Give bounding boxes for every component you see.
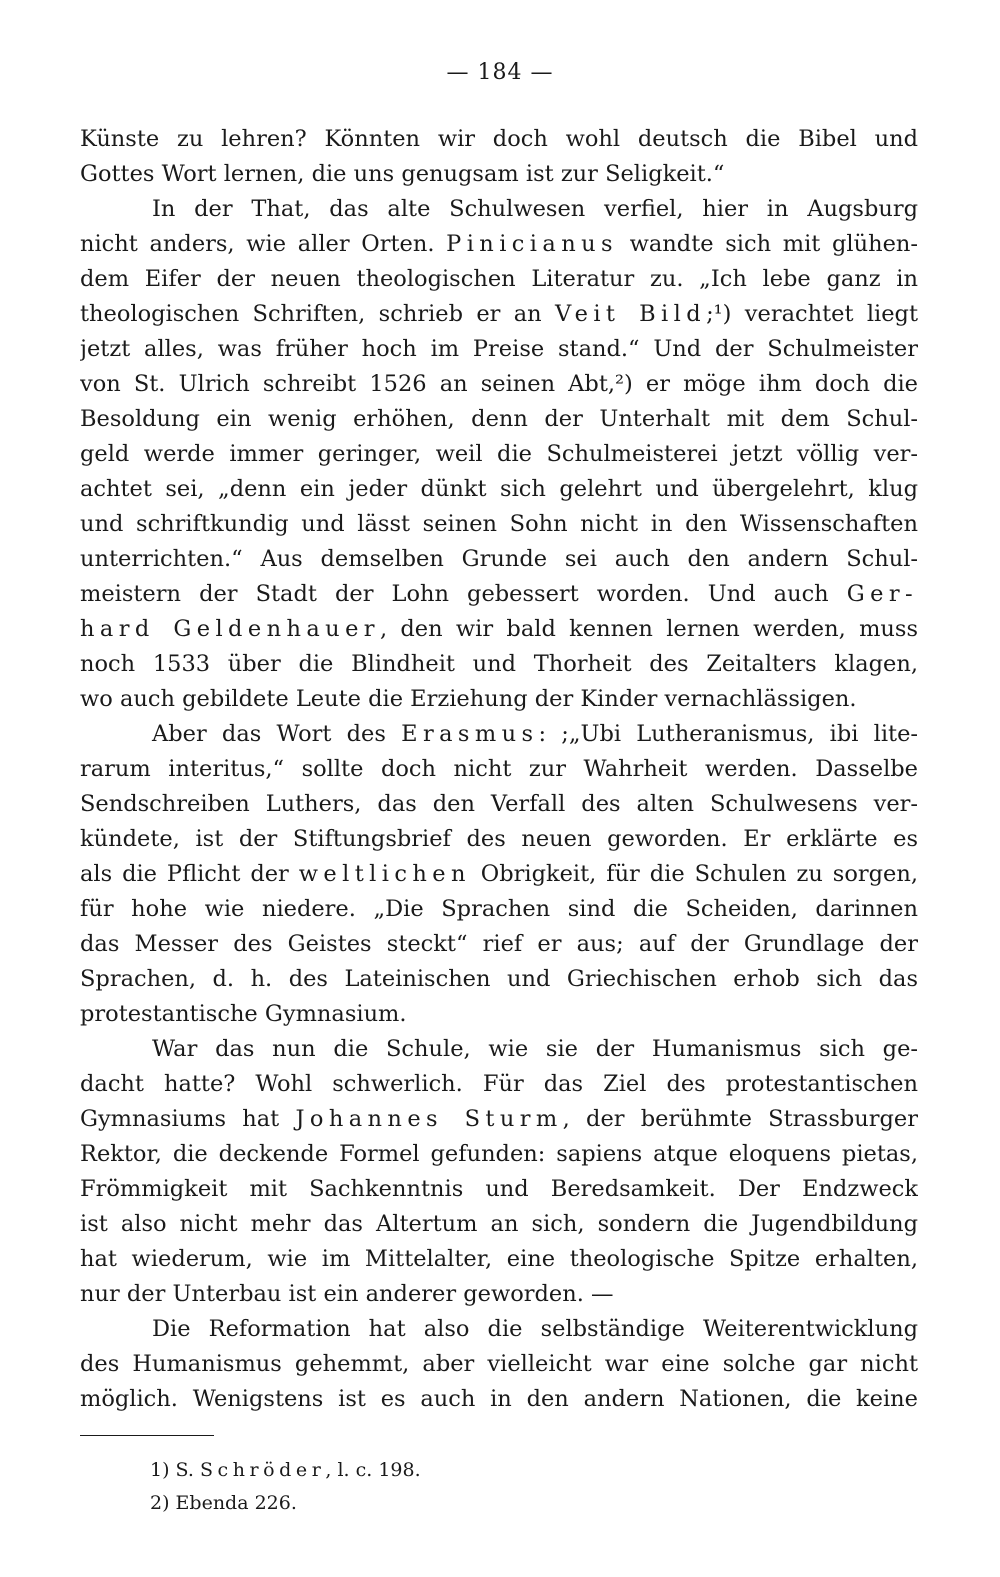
text-run: , l. c. 198. <box>325 1459 421 1481</box>
footnotes <box>150 1454 421 1520</box>
text-line <box>80 647 918 682</box>
text-run: meistern der Stadt der Lohn gebessert worden. Und auch <box>80 581 847 607</box>
text-line <box>80 297 918 332</box>
text-run: geld werde immer geringer, weil die Schulmeisterei jetzt völlig ver- <box>80 441 918 467</box>
text-line <box>80 682 918 717</box>
text-line <box>80 192 918 227</box>
text-run: nicht anders, wie aller Orten. <box>80 231 447 257</box>
text-run: dem Eifer der neuen theologischen Literatur zu. „Ich lebe ganz in <box>80 266 918 292</box>
text-run: Gottes Wort lernen, die uns genugsam ist zur Seligkeit.“ <box>80 161 725 187</box>
footnote-rule <box>80 1435 214 1436</box>
body-text <box>80 122 918 1417</box>
text-run: kündete, ist der Stiftungsbrief des neuen geworden. Er erklärte es <box>80 826 918 852</box>
text-line <box>80 402 918 437</box>
text-line <box>80 437 918 472</box>
text-run: möglich. Wenigstens ist es auch in den andern Nationen, die keine <box>80 1386 918 1412</box>
text-line <box>80 962 918 997</box>
text-line <box>80 1312 918 1347</box>
text-run: Sendschreiben Luthers, das den Verfall des alten Schulwesens ver- <box>80 791 918 817</box>
text-line <box>80 1277 918 1312</box>
text-run: , den wir bald kennen lernen werden, muss <box>379 616 918 642</box>
text-run: und schriftkundig und lässt seinen Sohn nicht in den Wissenschaften <box>80 511 918 537</box>
text-run: Die Reformation hat also die selbständige Weiterentwicklung <box>152 1316 918 1342</box>
footnote <box>150 1487 421 1520</box>
text-run: rarum interitus,“ sollte doch nicht zur Wahrheit werden. Dasselbe <box>80 756 918 782</box>
text-run: 1) S. <box>150 1459 200 1481</box>
text-line <box>80 542 918 577</box>
spaced-name: hard Geldenhauer <box>80 616 380 642</box>
text-line <box>80 822 918 857</box>
text-run: dacht hatte? Wohl schwerlich. Für das Ziel des protestantischen <box>80 1071 918 1097</box>
text-run: das Messer des Geistes steckt“ rief er aus; auf der Grundlage der <box>80 931 918 957</box>
text-line <box>80 1207 918 1242</box>
text-line <box>80 507 918 542</box>
text-run: Besoldung ein wenig erhöhen, denn der Unterhalt mit dem Schul- <box>80 406 918 432</box>
spaced-name: Veit Bild <box>555 301 707 327</box>
text-line <box>80 122 918 157</box>
text-run: Künste zu lehren? Könnten wir doch wohl deutsch die Bibel und <box>80 126 918 152</box>
text-line <box>80 612 918 647</box>
text-run: hat wiederum, wie im Mittelalter, eine theologische Spitze erhalten, <box>80 1246 918 1272</box>
text-run: protestantische Gymnasium. <box>80 1001 407 1027</box>
text-line <box>80 472 918 507</box>
text-run: als die Pflicht der <box>80 861 299 887</box>
text-line <box>80 892 918 927</box>
text-run: für hohe wie niedere. „Die Sprachen sind die Scheiden, darinnen <box>80 896 918 922</box>
text-run: theologischen Schriften, schrieb er an <box>80 301 556 327</box>
footnote <box>150 1454 421 1487</box>
text-line <box>80 332 918 367</box>
text-line <box>80 717 918 752</box>
text-run: ;¹) verachtet liegt <box>706 301 918 327</box>
text-line <box>80 157 918 192</box>
text-run: noch 1533 über die Blindheit und Thorheit des Zeitalters klagen, <box>80 651 918 677</box>
text-run: War das nun die Schule, wie sie der Humanismus sich ge- <box>152 1036 918 1062</box>
text-run: unterrichten.“ Aus demselben Grunde sei auch den andern Schul- <box>80 546 918 572</box>
text-line <box>80 997 918 1032</box>
spaced-name: weltlichen <box>298 861 471 887</box>
text-run: Obrigkeit, für die Schulen zu sorgen, <box>470 861 918 887</box>
text-run: , der berühmte Strassburger <box>562 1106 918 1132</box>
text-run: des Humanismus gehemmt, aber vielleicht war eine solche gar nicht <box>80 1351 918 1377</box>
text-run: wo auch gebildete Leute die Erziehung der Kinder vernachlässigen. <box>80 686 857 712</box>
text-run: achtet sei, „denn ein jeder dünkt sich gelehrt und übergelehrt, klug <box>80 476 918 502</box>
text-line <box>80 1347 918 1382</box>
spaced-name: Schröder <box>199 1459 326 1481</box>
spaced-name: Johannes Sturm <box>295 1106 563 1132</box>
text-run: Rektor, die deckende Formel gefunden: sapiens atque eloquens pietas, <box>80 1141 918 1167</box>
text-run: 2) Ebenda 226. <box>150 1492 297 1514</box>
text-line <box>80 1382 918 1417</box>
text-run: Aber das Wort des <box>152 721 402 747</box>
spaced-name: Ger- <box>846 581 918 607</box>
text-run: nur der Unterbau ist ein anderer geworden. — <box>80 1281 614 1307</box>
text-run: von St. Ulrich schreibt 1526 an seinen Abt,²) er möge ihm doch die <box>80 371 918 397</box>
text-line <box>80 1067 918 1102</box>
text-line <box>80 927 918 962</box>
text-line <box>80 1102 918 1137</box>
text-run: In der That, das alte Schulwesen verfiel, hier in Augsburg <box>152 196 918 222</box>
page-number: — 184 — <box>446 60 554 85</box>
text-line <box>80 787 918 822</box>
spaced-name: Erasmus <box>401 721 539 747</box>
text-line <box>80 1137 918 1172</box>
text-run: Sprachen, d. h. des Lateinischen und Griechischen erhob sich das <box>80 966 918 992</box>
text-line <box>80 367 918 402</box>
text-line <box>80 1172 918 1207</box>
text-run: Gymnasiums hat <box>80 1106 296 1132</box>
spaced-name: Pinicianus <box>446 231 618 257</box>
text-run: jetzt alles, was früher hoch im Preise stand.“ Und der Schulmeister <box>80 336 918 362</box>
text-line <box>80 1242 918 1277</box>
text-run: wandte sich mit glühen- <box>617 231 918 257</box>
text-run: : ;„Ubi Lutheranismus, ibi lite- <box>538 721 918 747</box>
text-line <box>80 577 918 612</box>
text-run: Frömmigkeit mit Sachkenntnis und Beredsamkeit. Der Endzweck <box>80 1176 918 1202</box>
text-line <box>80 227 918 262</box>
text-line <box>80 262 918 297</box>
text-run: ist also nicht mehr das Altertum an sich, sondern die Jugendbildung <box>80 1211 918 1237</box>
text-line <box>80 752 918 787</box>
text-line <box>80 1032 918 1067</box>
text-line <box>80 857 918 892</box>
